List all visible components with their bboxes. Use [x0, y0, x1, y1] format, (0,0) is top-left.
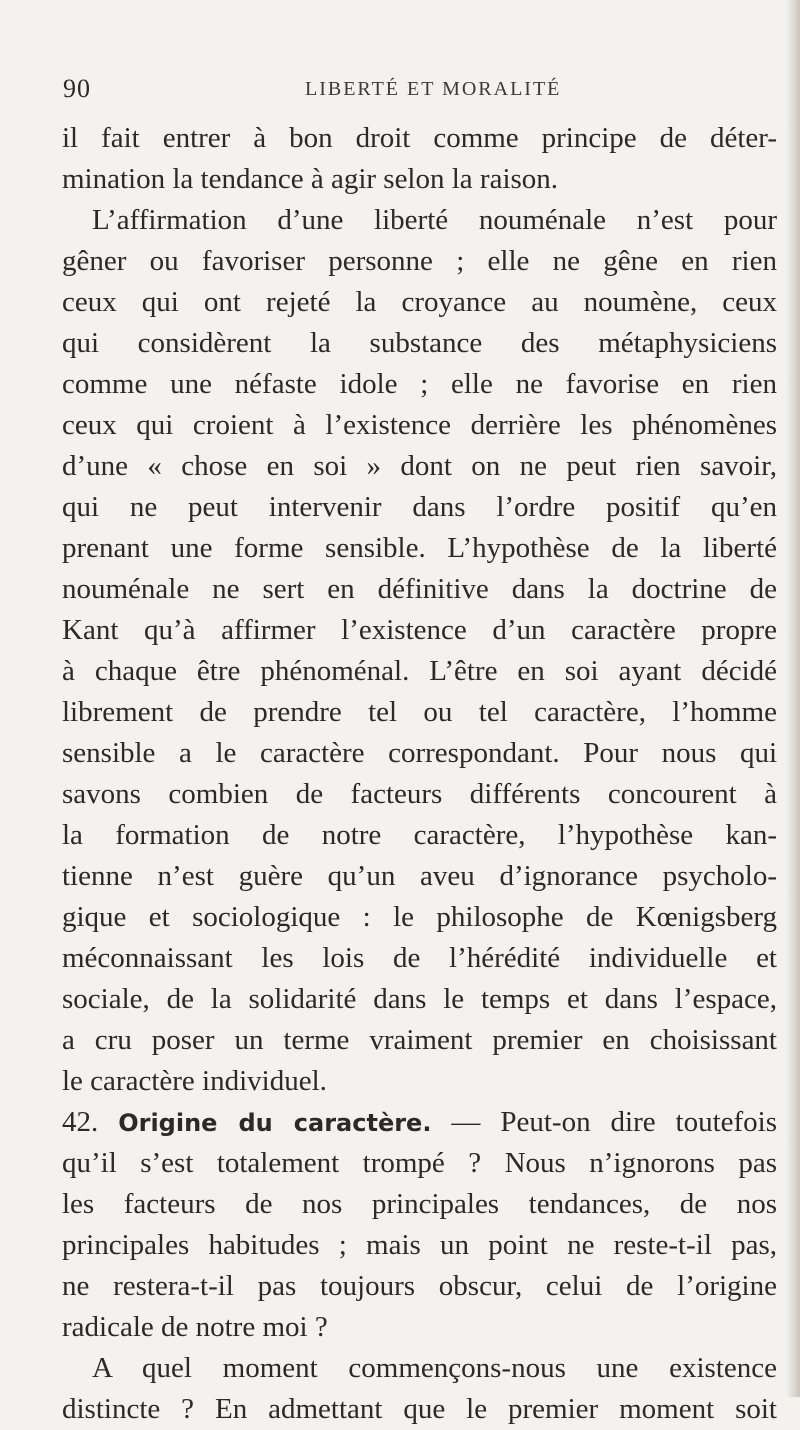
- running-title: LIBERTÉ ET MORALITÉ: [305, 78, 562, 100]
- text-line: Kant qu’à affirmer l’existence d’un caractère propre: [62, 614, 777, 646]
- text-line: gique et sociologique : le philosophe de Kœnigsberg: [62, 901, 777, 933]
- text-line: librement de prendre tel ou tel caractère, l’homme: [62, 696, 777, 728]
- section-heading-line: [62, 1102, 777, 1143]
- section-lines: [62, 1143, 777, 1430]
- text-line: radicale de notre moi ?: [62, 1311, 328, 1343]
- text-line: sociale, de la solidarité dans le temps et dans l’espace,: [62, 983, 777, 1015]
- text-line: il fait entrer à bon droit comme principe de déter-: [62, 122, 777, 154]
- body-text: [62, 118, 777, 1430]
- text-line: le caractère individuel.: [62, 1065, 327, 1097]
- page-number: 90: [63, 74, 91, 103]
- text-line: ceux qui ont rejeté la croyance au noumène, ceux: [62, 286, 777, 318]
- text-line: L’affirmation d’une liberté nouménale n’est pour: [92, 204, 777, 236]
- text-line: a cru poser un terme vraiment premier en choisissant: [62, 1024, 777, 1056]
- text-line: distincte ? En admettant que le premier moment soit: [62, 1393, 777, 1425]
- text-line: savons combien de facteurs différents concourent à: [62, 778, 777, 810]
- text-line: ne restera-t-il pas toujours obscur, celui de l’origine: [62, 1270, 777, 1302]
- text-line: comme une néfaste idole ; elle ne favorise en rien: [62, 368, 777, 400]
- section-number: 42.: [62, 1106, 99, 1138]
- text-line: méconnaissant les lois de l’hérédité individuelle et: [62, 942, 777, 974]
- text-line: mination la tendance à agir selon la raison.: [62, 163, 559, 195]
- text-line: qui ne peut intervenir dans l’ordre positif qu’en: [62, 491, 777, 523]
- section-heading-rest: — Peut-on dire toutefois: [451, 1106, 778, 1138]
- text-line: d’une « chose en soi » dont on ne peut rien savoir,: [62, 450, 777, 482]
- paragraph-lines: [62, 118, 777, 1102]
- text-line: A quel moment commençons-nous une existence: [92, 1352, 777, 1384]
- section-heading: Origine du caractère.: [118, 1109, 432, 1137]
- text-line: sensible a le caractère correspondant. Pour nous qui: [62, 737, 777, 769]
- text-line: la formation de notre caractère, l’hypothèse kan-: [62, 819, 777, 851]
- text-line: les facteurs de nos principales tendances, de nos: [62, 1188, 777, 1220]
- text-line: principales habitudes ; mais un point ne reste-t-il pas,: [62, 1229, 777, 1261]
- text-line: tienne n’est guère qu’un aveu d’ignorance psycholo-: [62, 860, 777, 892]
- text-line: qu’il s’est totalement trompé ? Nous n’ignorons pas: [62, 1147, 777, 1179]
- text-line: nouménale ne sert en définitive dans la doctrine de: [62, 573, 777, 605]
- text-line: à chaque être phénoménal. L’être en soi ayant décidé: [62, 655, 777, 687]
- text-line: gêner ou favoriser personne ; elle ne gêne en rien: [62, 245, 777, 277]
- page-edge-shadow: [786, 0, 800, 1397]
- text-line: ceux qui croient à l’existence derrière les phénomènes: [62, 409, 777, 441]
- text-line: prenant une forme sensible. L’hypothèse de la liberté: [62, 532, 777, 564]
- text-line: qui considèrent la substance des métaphysiciens: [62, 327, 777, 359]
